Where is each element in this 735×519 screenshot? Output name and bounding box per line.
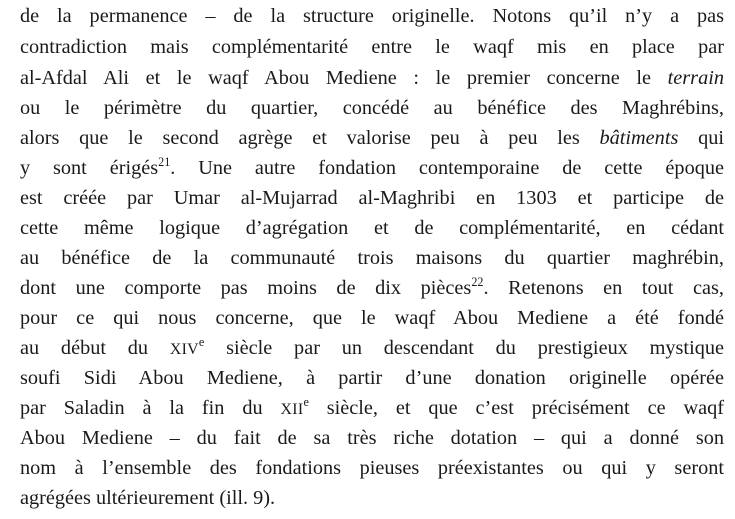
text-run: al-Afdal Ali et le waqf Abou Mediene : le premier concerne le bbox=[20, 67, 652, 89]
text-run: siècle par un descendant du prestigieux mystique bbox=[226, 337, 724, 359]
text-line: cette même logique d’agrégation et de complémentarité, en cédant bbox=[20, 217, 724, 239]
text-line bbox=[20, 395, 724, 421]
text-run: . Une autre fondation contemporaine de cette époque bbox=[170, 157, 725, 179]
century-numeral: XIV bbox=[169, 341, 199, 358]
text-line: contradiction mais complémentarité entre le waqf mis en place par bbox=[20, 36, 724, 58]
text-line: ou le périmètre du quartier, concédé au bénéfice des Maghrébins, bbox=[20, 97, 724, 119]
text-run: . Retenons en tout cas, bbox=[483, 277, 724, 299]
text-line: soufi Sidi Abou Mediene, à partir d’une donation originelle opérée bbox=[20, 367, 724, 389]
text-line bbox=[20, 275, 724, 301]
text-run: au début du bbox=[20, 337, 149, 359]
ordinal-sup: e bbox=[303, 395, 309, 410]
text-run: par Saladin à la fin du bbox=[20, 397, 263, 419]
text-line: pour ce qui nous concerne, que le waqf Abou Mediene a été fondé bbox=[20, 307, 724, 329]
text-run: dont une comporte pas moins de dix pièces bbox=[20, 277, 472, 299]
text-line: de la permanence – de la structure originelle. Notons qu’il n’y a pas bbox=[20, 5, 724, 27]
ordinal-sup: e bbox=[198, 335, 205, 350]
emphasis-batiments: bâtiments bbox=[599, 127, 679, 149]
text-run: siècle, et que c’est précisément ce waqf bbox=[326, 397, 725, 419]
text-line bbox=[20, 155, 724, 181]
text-line bbox=[20, 125, 724, 151]
emphasis-terrain: terrain bbox=[667, 67, 724, 89]
text-line: agrégées ultérieurement (ill. 9). bbox=[20, 487, 276, 509]
footnote-ref-22: 22 bbox=[471, 275, 484, 290]
text-line: au bénéfice de la communauté trois maisons du quartier maghrébin, bbox=[20, 247, 724, 269]
footnote-ref-21: 21 bbox=[158, 155, 171, 170]
text-line: nom à l’ensemble des fondations pieuses préexistantes ou qui y seront bbox=[20, 457, 724, 479]
text-run: y sont érigés bbox=[20, 157, 159, 179]
text-line: Abou Mediene – du fait de sa très riche dotation – qui a donné son bbox=[20, 427, 724, 449]
text-run: alors que le second agrège et valorise peu à peu les bbox=[20, 127, 580, 149]
text-run: qui bbox=[698, 127, 724, 149]
century-numeral: XII bbox=[280, 401, 304, 418]
text-line bbox=[20, 65, 724, 91]
text-line: est créée par Umar al-Mujarrad al-Maghribi en 1303 et participe de bbox=[20, 187, 724, 209]
text-line bbox=[20, 335, 724, 361]
